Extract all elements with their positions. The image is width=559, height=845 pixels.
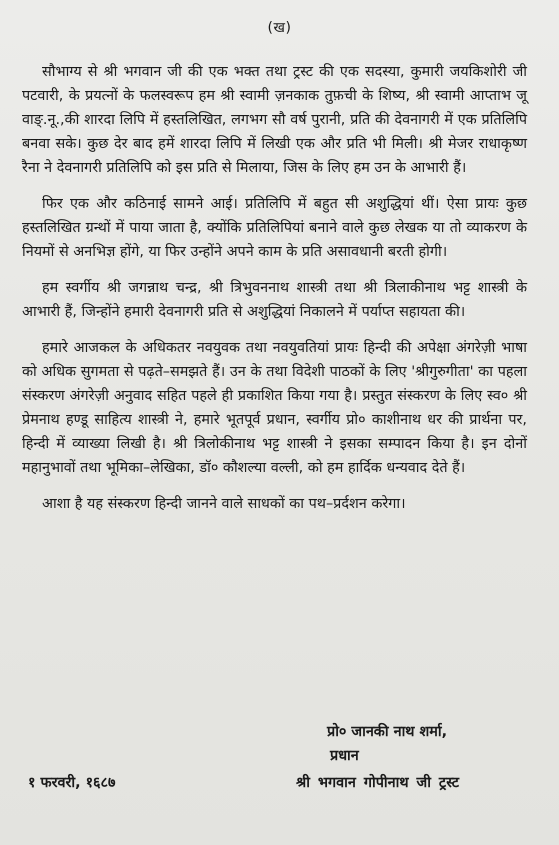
signature-block: [0, 720, 559, 810]
signatory-role: प्रधान: [330, 748, 359, 764]
paragraph-2: फिर एक और कठिनाई सामने आई। प्रतिलिपि में बहुत सी अशुद्धियां थीं। ऐसा प्रायः कुछ हस्तलिखित ग्रन्थों में पाया जाता है, क्योंकि प्रतिलिपियां बनाने वाले कुछ लेखक या तो व्याकरण के नियमों से अनभिज्ञ होंगे, या फिर उन्होंने अपने काम के प्रति असावधानी बरती होगी।: [22, 196, 527, 260]
preface-body: [22, 60, 527, 528]
paragraph-4: हमारे आजकल के अधिकतर नवयुवक तथा नवयुवतियां प्रायः हिन्दी की अपेक्षा अंगरेज़ी भाषा को अधिक सुगमता से पढ़ते–समझते हैं। उन के तथा विदेशी पाठकों के लिए 'श्रीगुरुगीता' का पहला संस्करण अंगरेज़ी अनुवाद सहित पहले ही प्रकाशित किया गया है। प्रस्तुत संस्करण के लिए स्व० श्री प्रेमनाथ हण्डू साहित्य शास्त्री ने, हमारे भूतपूर्व प्रधान, स्वर्गीय प्रो० काशीनाथ धर की प्रार्थना पर, हिन्दी में व्याख्या लिखी है। श्री त्रिलोकीनाथ भट्ट शास्त्री ने इसका सम्पादन किया है। इन दोनों महानुभावों तथा भूमिका–लेखिका, डॉ० कौशल्या वल्ली, को हम हार्दिक धन्यवाद देते हैं।: [22, 340, 527, 476]
paragraph-5: आशा है यह संस्करण हिन्दी जानने वाले साधकों का पथ–प्रर्दशन करेगा।: [42, 496, 406, 512]
paragraph-3: हम स्वर्गीय श्री जगन्नाथ चन्द्र, श्री त्रिभुवननाथ शास्त्री तथा श्री त्रिलाकीनाथ भट्ट शास्त्री के आभारी हैं, जिन्होंने हमारी देवनागरी प्रति से अशुद्धियां निकालने में पर्याप्त सहायता की।: [22, 280, 527, 320]
organization-name: श्री भगवान गोपीनाथ जी ट्रस्ट: [296, 775, 460, 791]
document-date: १ फरवरी, १६८७: [28, 775, 116, 791]
paragraph-1: सौभाग्य से श्री भगवान जी की एक भक्त तथा ट्रस्ट की एक सदस्या, कुमारी जयकिशोरी जी पटवारी, के प्रयत्नों के फलस्वरूप हम श्री स्वामी ज़नकाक तुफ़ची के शिष्य, श्री स्वामी आप्ताभ जू वाङ्.नू.,की शारदा लिपि में हस्तलिखित, लगभग सौ वर्ष पुरानी, प्रति की देवनागरी में एक प्रतिलिपि बनवा सके। कुछ देर बाद हमें शारदा लिपि में लिखी एक और प्रति भी मिली। श्री मेजर राधाकृष्ण रैना ने देवनागरी प्रतिलिपि को इस प्रति से मिलाया, जिस के लिए हम उन के आभारी हैं।: [22, 64, 527, 176]
signatory-name: प्रो० जानकी नाथ शर्मा,: [327, 724, 448, 740]
page-number-marker: (ख): [267, 20, 292, 36]
